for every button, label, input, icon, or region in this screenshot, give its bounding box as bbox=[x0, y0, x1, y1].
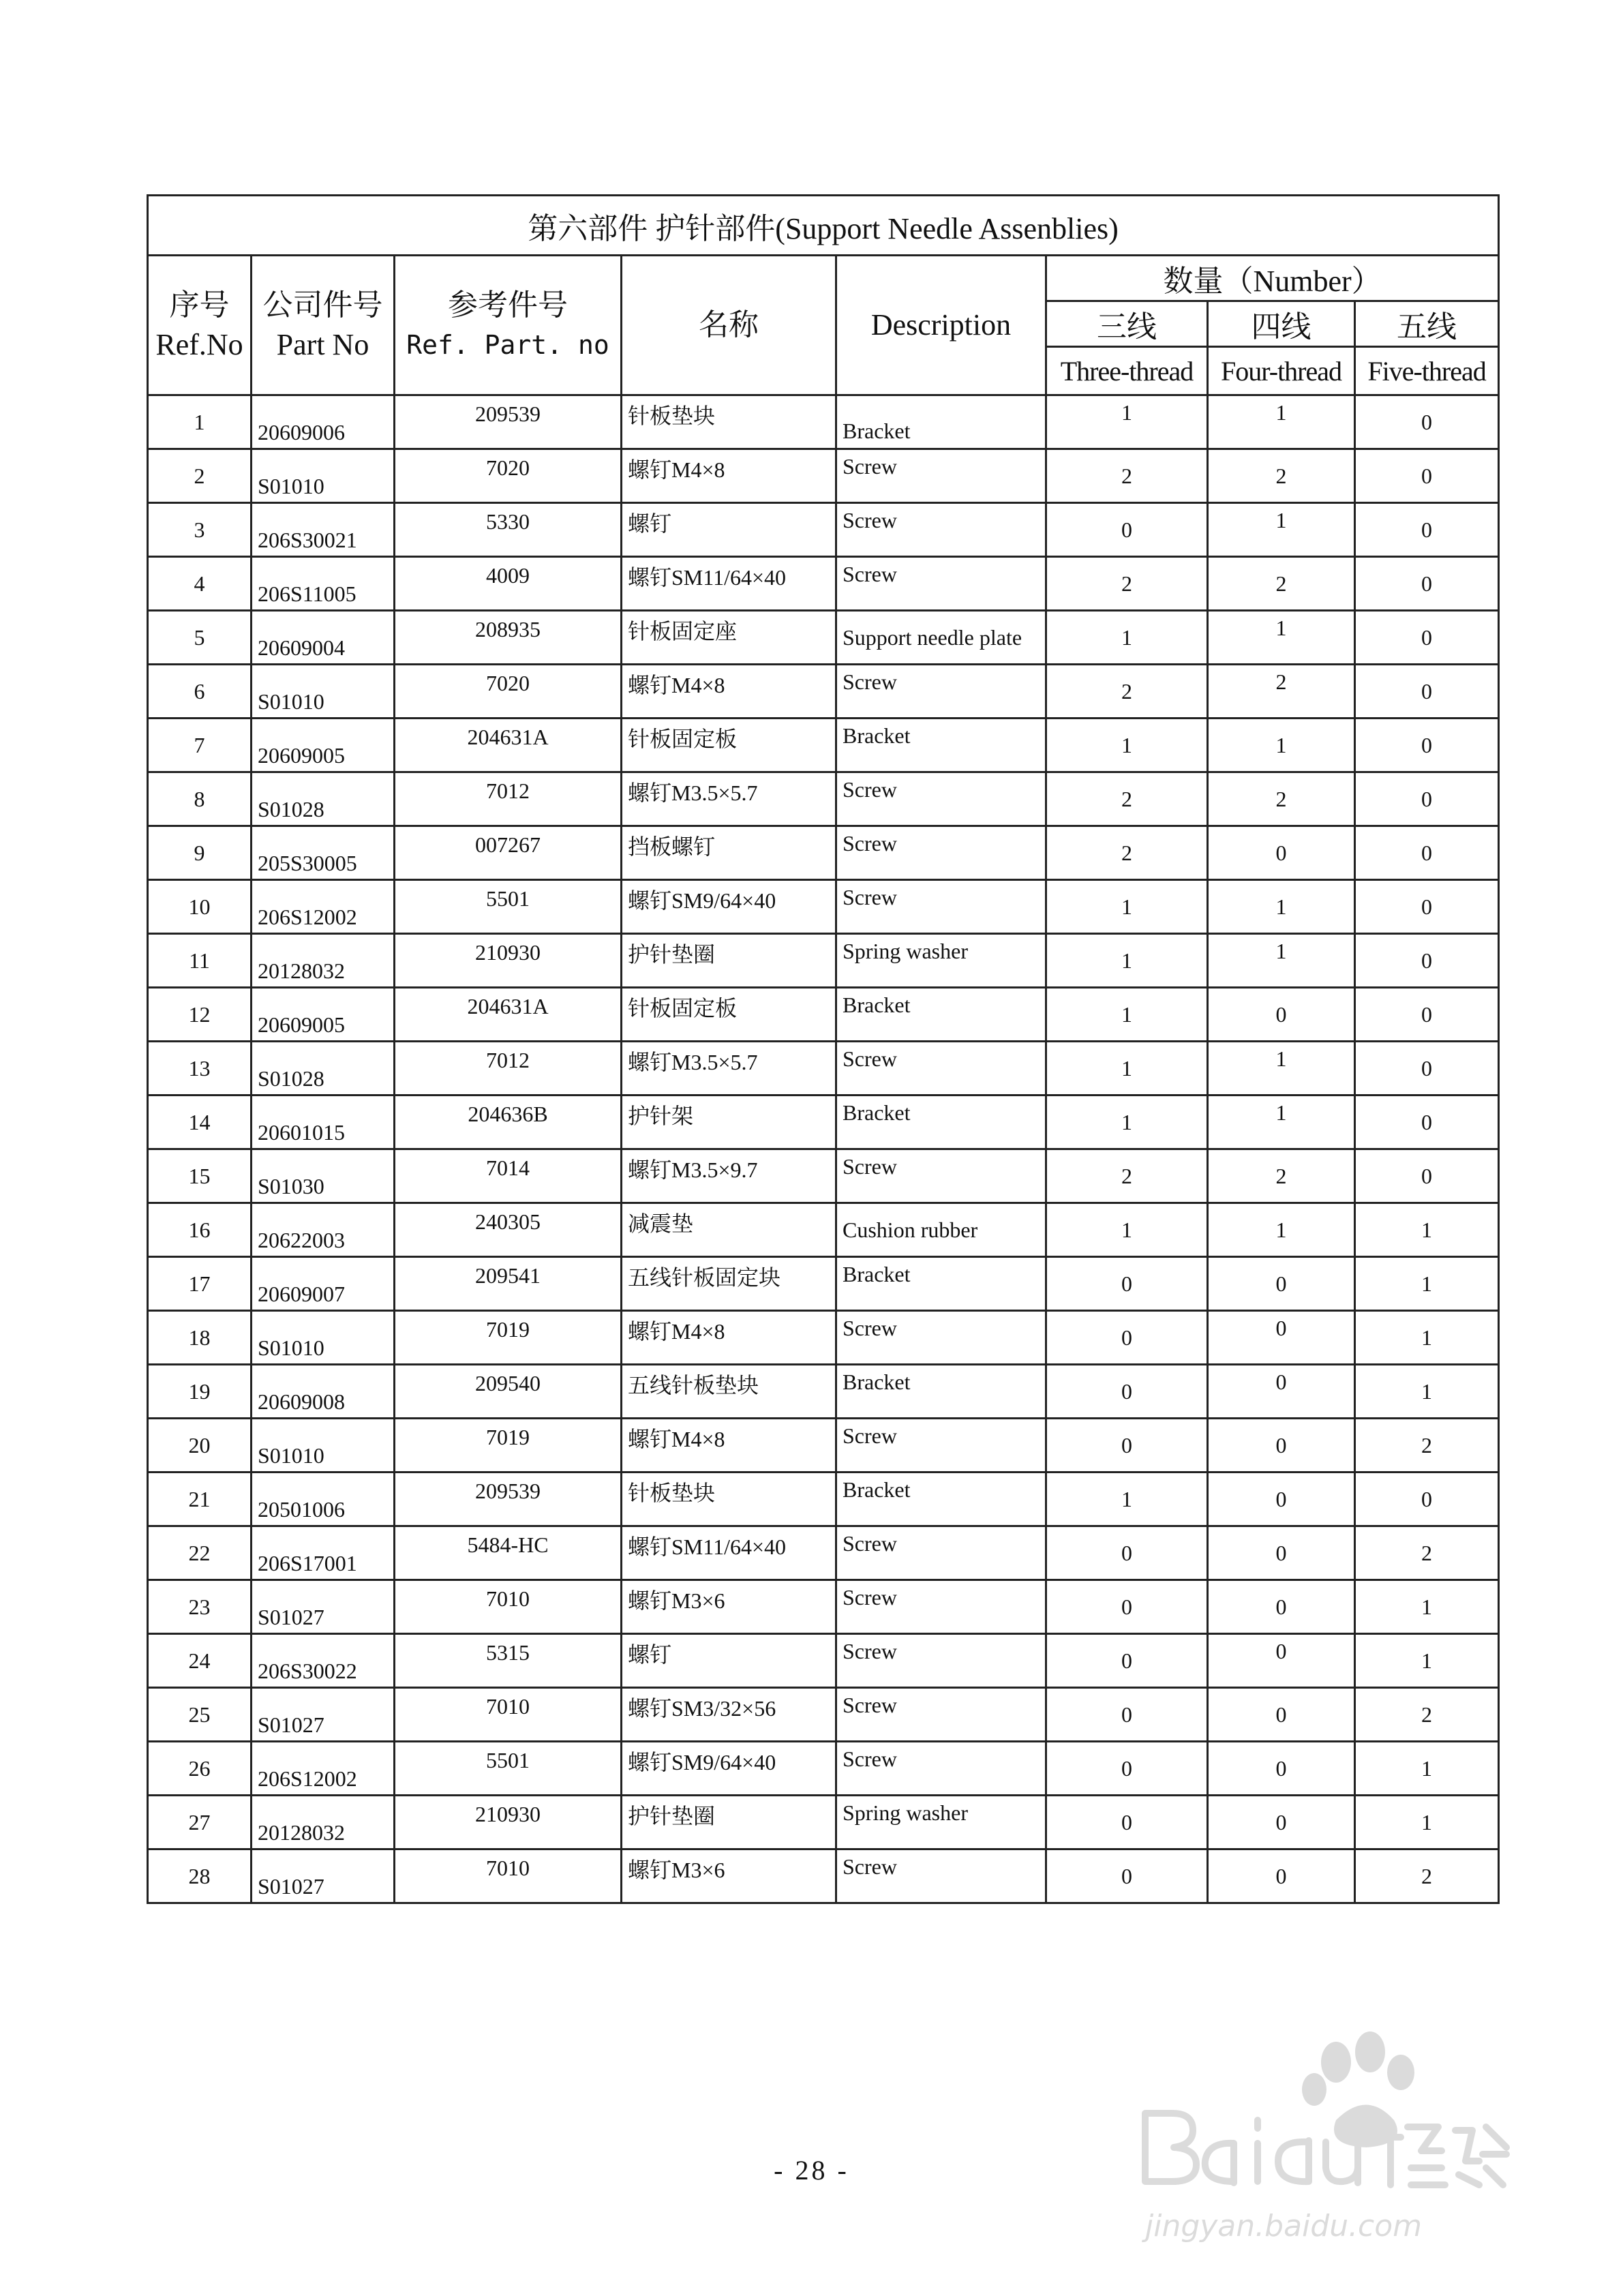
cell-three-thread: 0 bbox=[1046, 1365, 1208, 1419]
table-row bbox=[148, 1634, 1499, 1688]
cell-part-no: 205S30005 bbox=[252, 826, 395, 880]
cell-description: Screw bbox=[836, 772, 1046, 826]
wm-letter-u bbox=[1326, 2142, 1358, 2183]
header-seq bbox=[148, 256, 252, 395]
table-row bbox=[148, 1849, 1499, 1903]
cell-ref-part: 5484-HC bbox=[395, 1526, 622, 1580]
cell-description: Screw bbox=[836, 1634, 1046, 1688]
cell-name: 护针垫圈 bbox=[622, 1796, 836, 1849]
cell-part-no: 20128032 bbox=[252, 1796, 395, 1849]
cell-name: 螺钉SM3/32×56 bbox=[622, 1688, 836, 1742]
parts-table bbox=[147, 194, 1500, 1904]
table-row bbox=[148, 1472, 1499, 1526]
cell-description: Screw bbox=[836, 1311, 1046, 1365]
cell-three-thread: 0 bbox=[1046, 1311, 1208, 1365]
header-ref-en: Ref. Part. no bbox=[406, 330, 609, 360]
cell-four-thread: 0 bbox=[1208, 988, 1355, 1042]
table-row bbox=[148, 826, 1499, 880]
wm-letter-d bbox=[1278, 2141, 1309, 2181]
cell-three-thread: 1 bbox=[1046, 1096, 1208, 1149]
cell-name: 螺钉SM11/64×40 bbox=[622, 557, 836, 611]
header-three-cn: 三线 bbox=[1046, 301, 1208, 347]
cell-ref-part: 5501 bbox=[395, 880, 622, 934]
cell-three-thread: 2 bbox=[1046, 1149, 1208, 1203]
cell-four-thread: 0 bbox=[1208, 1634, 1355, 1688]
cell-ref-part: 7012 bbox=[395, 1042, 622, 1096]
cell-four-thread: 0 bbox=[1208, 1742, 1355, 1796]
cell-description: Screw bbox=[836, 557, 1046, 611]
cell-name: 五线针板固定块 bbox=[622, 1257, 836, 1311]
cell-five-thread: 1 bbox=[1355, 1257, 1499, 1311]
cell-part-no: 20128032 bbox=[252, 934, 395, 988]
cell-description: Bracket bbox=[836, 395, 1046, 449]
table-row bbox=[148, 988, 1499, 1042]
table-row bbox=[148, 1096, 1499, 1149]
cell-five-thread: 0 bbox=[1355, 1096, 1499, 1149]
table-row bbox=[148, 1742, 1499, 1796]
cell-ref-no: 14 bbox=[148, 1096, 252, 1149]
cell-ref-no: 4 bbox=[148, 557, 252, 611]
cell-five-thread: 1 bbox=[1355, 1311, 1499, 1365]
table-row bbox=[148, 449, 1499, 503]
wm-url-text: jingyan.baidu.com bbox=[1145, 2209, 1423, 2244]
cell-five-thread: 2 bbox=[1355, 1688, 1499, 1742]
table-row bbox=[148, 1688, 1499, 1742]
cell-ref-part: 209539 bbox=[395, 1472, 622, 1526]
cell-description: Screw bbox=[836, 1419, 1046, 1472]
table-row bbox=[148, 1526, 1499, 1580]
cell-four-thread: 0 bbox=[1208, 1526, 1355, 1580]
cell-ref-no: 10 bbox=[148, 880, 252, 934]
cell-name: 螺钉M3.5×5.7 bbox=[622, 772, 836, 826]
table-row bbox=[148, 503, 1499, 557]
cell-three-thread: 0 bbox=[1046, 1419, 1208, 1472]
table-row bbox=[148, 1796, 1499, 1849]
cell-four-thread: 1 bbox=[1208, 934, 1355, 988]
cell-description: Screw bbox=[836, 1849, 1046, 1903]
table-row bbox=[148, 1580, 1499, 1634]
cell-ref-part: 204631A bbox=[395, 719, 622, 772]
table-row bbox=[148, 1149, 1499, 1203]
header-description: Description bbox=[836, 256, 1046, 395]
cell-description: Screw bbox=[836, 1526, 1046, 1580]
cell-description: Screw bbox=[836, 1688, 1046, 1742]
cell-description: Bracket bbox=[836, 719, 1046, 772]
cell-part-no: S01027 bbox=[252, 1688, 395, 1742]
cell-five-thread: 0 bbox=[1355, 449, 1499, 503]
cell-ref-no: 21 bbox=[148, 1472, 252, 1526]
cell-ref-no: 9 bbox=[148, 826, 252, 880]
cell-description: Screw bbox=[836, 1742, 1046, 1796]
cell-ref-part: 240305 bbox=[395, 1203, 622, 1257]
cell-ref-no: 2 bbox=[148, 449, 252, 503]
wm-letter-b bbox=[1145, 2113, 1196, 2181]
cell-name: 护针垫圈 bbox=[622, 934, 836, 988]
cell-ref-no: 24 bbox=[148, 1634, 252, 1688]
cell-four-thread: 0 bbox=[1208, 1580, 1355, 1634]
cell-name: 螺钉M3.5×9.7 bbox=[622, 1149, 836, 1203]
cell-description: Cushion rubber bbox=[836, 1203, 1046, 1257]
cell-four-thread: 1 bbox=[1208, 503, 1355, 557]
table-row bbox=[148, 557, 1499, 611]
cell-ref-no: 3 bbox=[148, 503, 252, 557]
cell-ref-part: 5330 bbox=[395, 503, 622, 557]
cell-part-no: S01010 bbox=[252, 1311, 395, 1365]
table-title: 第六部件 护针部件(Support Needle Assenblies) bbox=[148, 196, 1499, 256]
cell-five-thread: 2 bbox=[1355, 1849, 1499, 1903]
cell-ref-no: 5 bbox=[148, 611, 252, 665]
paw-toe-4 bbox=[1302, 2073, 1326, 2106]
cell-description: Screw bbox=[836, 1042, 1046, 1096]
header-four-en: Four-thread bbox=[1208, 347, 1355, 395]
cell-four-thread: 1 bbox=[1208, 611, 1355, 665]
cell-part-no: 20601015 bbox=[252, 1096, 395, 1149]
cell-three-thread: 1 bbox=[1046, 395, 1208, 449]
cell-part-no: 206S12002 bbox=[252, 1742, 395, 1796]
cell-part-no: S01028 bbox=[252, 772, 395, 826]
table-row bbox=[148, 611, 1499, 665]
cell-name: 螺钉M4×8 bbox=[622, 665, 836, 719]
cell-ref-part: 209539 bbox=[395, 395, 622, 449]
cell-ref-no: 22 bbox=[148, 1526, 252, 1580]
cell-name: 螺钉M4×8 bbox=[622, 1311, 836, 1365]
cell-ref-part: 7020 bbox=[395, 449, 622, 503]
cell-ref-part: 4009 bbox=[395, 557, 622, 611]
cell-four-thread: 2 bbox=[1208, 772, 1355, 826]
header-part-en: Part No bbox=[276, 328, 369, 361]
cell-name: 五线针板垫块 bbox=[622, 1365, 836, 1419]
cell-ref-no: 11 bbox=[148, 934, 252, 988]
cell-name: 护针架 bbox=[622, 1096, 836, 1149]
header-name: 名称 bbox=[622, 256, 836, 395]
cell-description: Bracket bbox=[836, 1257, 1046, 1311]
cell-name: 螺钉M3×6 bbox=[622, 1580, 836, 1634]
cell-ref-part: 7010 bbox=[395, 1580, 622, 1634]
cell-ref-no: 27 bbox=[148, 1796, 252, 1849]
cell-part-no: S01010 bbox=[252, 665, 395, 719]
cell-ref-no: 15 bbox=[148, 1149, 252, 1203]
cell-four-thread: 0 bbox=[1208, 1849, 1355, 1903]
cell-ref-part: 208935 bbox=[395, 611, 622, 665]
cell-three-thread: 2 bbox=[1046, 826, 1208, 880]
cell-four-thread: 0 bbox=[1208, 1311, 1355, 1365]
cell-three-thread: 1 bbox=[1046, 611, 1208, 665]
cell-ref-part: 7014 bbox=[395, 1149, 622, 1203]
cell-four-thread: 2 bbox=[1208, 1149, 1355, 1203]
cell-part-no: S01010 bbox=[252, 449, 395, 503]
cell-part-no: 206S17001 bbox=[252, 1526, 395, 1580]
cell-ref-part: 210930 bbox=[395, 934, 622, 988]
cell-ref-part: 7020 bbox=[395, 665, 622, 719]
table-row bbox=[148, 880, 1499, 934]
cell-three-thread: 1 bbox=[1046, 1042, 1208, 1096]
cell-part-no: 20622003 bbox=[252, 1203, 395, 1257]
cell-name: 螺钉SM9/64×40 bbox=[622, 1742, 836, 1796]
cell-ref-part: 7012 bbox=[395, 772, 622, 826]
cell-three-thread: 2 bbox=[1046, 449, 1208, 503]
cell-five-thread: 1 bbox=[1355, 1365, 1499, 1419]
cell-description: Screw bbox=[836, 1149, 1046, 1203]
table-row bbox=[148, 719, 1499, 772]
header-part bbox=[252, 256, 395, 395]
cell-five-thread: 0 bbox=[1355, 557, 1499, 611]
cell-ref-part: 7019 bbox=[395, 1419, 622, 1472]
cell-ref-no: 18 bbox=[148, 1311, 252, 1365]
table-row bbox=[148, 772, 1499, 826]
cell-part-no: 206S30021 bbox=[252, 503, 395, 557]
cell-ref-part: 209540 bbox=[395, 1365, 622, 1419]
cell-name: 螺钉SM11/64×40 bbox=[622, 1526, 836, 1580]
cell-part-no: S01010 bbox=[252, 1419, 395, 1472]
cell-part-no: 20609007 bbox=[252, 1257, 395, 1311]
cell-part-no: S01027 bbox=[252, 1849, 395, 1903]
cell-five-thread: 0 bbox=[1355, 1042, 1499, 1096]
cell-ref-part: 5315 bbox=[395, 1634, 622, 1688]
cell-three-thread: 1 bbox=[1046, 934, 1208, 988]
wm-glyph-jing bbox=[1380, 2127, 1445, 2185]
cell-three-thread: 0 bbox=[1046, 1849, 1208, 1903]
cell-five-thread: 0 bbox=[1355, 880, 1499, 934]
header-five-cn: 五线 bbox=[1355, 301, 1499, 347]
cell-ref-no: 20 bbox=[148, 1419, 252, 1472]
table-row bbox=[148, 1365, 1499, 1419]
cell-ref-part: 204631A bbox=[395, 988, 622, 1042]
cell-four-thread: 2 bbox=[1208, 557, 1355, 611]
cell-five-thread: 0 bbox=[1355, 934, 1499, 988]
cell-five-thread: 2 bbox=[1355, 1526, 1499, 1580]
cell-five-thread: 1 bbox=[1355, 1634, 1499, 1688]
wm-letter-a bbox=[1205, 2143, 1234, 2183]
cell-description: Support needle plate bbox=[836, 611, 1046, 665]
cell-part-no: S01028 bbox=[252, 1042, 395, 1096]
cell-five-thread: 1 bbox=[1355, 1742, 1499, 1796]
cell-description: Spring washer bbox=[836, 934, 1046, 988]
cell-four-thread: 2 bbox=[1208, 665, 1355, 719]
cell-four-thread: 0 bbox=[1208, 1365, 1355, 1419]
page-number: - 28 - bbox=[774, 2155, 849, 2186]
cell-ref-part: 7010 bbox=[395, 1688, 622, 1742]
cell-three-thread: 2 bbox=[1046, 665, 1208, 719]
header-ref bbox=[395, 256, 622, 395]
cell-description: Bracket bbox=[836, 1096, 1046, 1149]
header-four-cn: 四线 bbox=[1208, 301, 1355, 347]
cell-five-thread: 0 bbox=[1355, 988, 1499, 1042]
cell-ref-part: 209541 bbox=[395, 1257, 622, 1311]
cell-five-thread: 1 bbox=[1355, 1203, 1499, 1257]
baidu-jingyan-watermark bbox=[1132, 2025, 1513, 2250]
cell-three-thread: 0 bbox=[1046, 1257, 1208, 1311]
cell-part-no: 20501006 bbox=[252, 1472, 395, 1526]
cell-ref-part: 007267 bbox=[395, 826, 622, 880]
cell-four-thread: 1 bbox=[1208, 1203, 1355, 1257]
cell-three-thread: 1 bbox=[1046, 880, 1208, 934]
cell-three-thread: 0 bbox=[1046, 503, 1208, 557]
cell-description: Bracket bbox=[836, 988, 1046, 1042]
cell-four-thread: 1 bbox=[1208, 395, 1355, 449]
cell-part-no: 20609004 bbox=[252, 611, 395, 665]
cell-five-thread: 0 bbox=[1355, 772, 1499, 826]
table-row bbox=[148, 395, 1499, 449]
cell-description: Screw bbox=[836, 449, 1046, 503]
cell-part-no: 20609006 bbox=[252, 395, 395, 449]
table-row bbox=[148, 1311, 1499, 1365]
cell-five-thread: 1 bbox=[1355, 1796, 1499, 1849]
cell-four-thread: 1 bbox=[1208, 1096, 1355, 1149]
cell-description: Screw bbox=[836, 880, 1046, 934]
cell-part-no: S01027 bbox=[252, 1580, 395, 1634]
cell-four-thread: 1 bbox=[1208, 1042, 1355, 1096]
cell-name: 针板垫块 bbox=[622, 395, 836, 449]
cell-four-thread: 0 bbox=[1208, 826, 1355, 880]
table-row bbox=[148, 1203, 1499, 1257]
cell-four-thread: 1 bbox=[1208, 880, 1355, 934]
cell-five-thread: 0 bbox=[1355, 1149, 1499, 1203]
table-row bbox=[148, 1419, 1499, 1472]
header-quantity: 数量（Number） bbox=[1046, 256, 1499, 301]
paw-toe-3 bbox=[1387, 2055, 1414, 2090]
header-five-en: Five-thread bbox=[1355, 347, 1499, 395]
cell-ref-no: 17 bbox=[148, 1257, 252, 1311]
cell-name: 针板固定板 bbox=[622, 988, 836, 1042]
wm-glyph-yan bbox=[1455, 2127, 1506, 2185]
cell-four-thread: 1 bbox=[1208, 719, 1355, 772]
cell-ref-no: 7 bbox=[148, 719, 252, 772]
cell-part-no: 20609005 bbox=[252, 719, 395, 772]
cell-description: Bracket bbox=[836, 1472, 1046, 1526]
cell-description: Screw bbox=[836, 503, 1046, 557]
cell-description: Bracket bbox=[836, 1365, 1046, 1419]
cell-part-no: 20609008 bbox=[252, 1365, 395, 1419]
table-row bbox=[148, 934, 1499, 988]
cell-three-thread: 0 bbox=[1046, 1580, 1208, 1634]
cell-three-thread: 2 bbox=[1046, 557, 1208, 611]
cell-ref-no: 1 bbox=[148, 395, 252, 449]
cell-name: 减震垫 bbox=[622, 1203, 836, 1257]
cell-name: 螺钉 bbox=[622, 503, 836, 557]
cell-three-thread: 0 bbox=[1046, 1634, 1208, 1688]
cell-description: Screw bbox=[836, 826, 1046, 880]
cell-ref-part: 210930 bbox=[395, 1796, 622, 1849]
cell-part-no: 20609005 bbox=[252, 988, 395, 1042]
cell-four-thread: 2 bbox=[1208, 449, 1355, 503]
cell-name: 螺钉M3.5×5.7 bbox=[622, 1042, 836, 1096]
cell-three-thread: 0 bbox=[1046, 1796, 1208, 1849]
header-seq-cn: 序号 bbox=[169, 288, 230, 322]
cell-part-no: 206S11005 bbox=[252, 557, 395, 611]
cell-name: 针板固定板 bbox=[622, 719, 836, 772]
cell-name: 螺钉 bbox=[622, 1634, 836, 1688]
cell-ref-part: 7010 bbox=[395, 1849, 622, 1903]
cell-five-thread: 0 bbox=[1355, 719, 1499, 772]
cell-ref-no: 19 bbox=[148, 1365, 252, 1419]
cell-name: 螺钉SM9/64×40 bbox=[622, 880, 836, 934]
cell-four-thread: 0 bbox=[1208, 1688, 1355, 1742]
cell-five-thread: 1 bbox=[1355, 1580, 1499, 1634]
cell-name: 螺钉M3×6 bbox=[622, 1849, 836, 1903]
cell-ref-part: 204636B bbox=[395, 1096, 622, 1149]
cell-ref-no: 23 bbox=[148, 1580, 252, 1634]
cell-ref-no: 13 bbox=[148, 1042, 252, 1096]
cell-part-no: 206S12002 bbox=[252, 880, 395, 934]
table-row bbox=[148, 665, 1499, 719]
cell-name: 螺钉M4×8 bbox=[622, 1419, 836, 1472]
cell-three-thread: 0 bbox=[1046, 1742, 1208, 1796]
cell-name: 针板垫块 bbox=[622, 1472, 836, 1526]
table-row bbox=[148, 1257, 1499, 1311]
cell-ref-part: 5501 bbox=[395, 1742, 622, 1796]
cell-four-thread: 0 bbox=[1208, 1257, 1355, 1311]
cell-description: Spring washer bbox=[836, 1796, 1046, 1849]
cell-ref-no: 8 bbox=[148, 772, 252, 826]
cell-four-thread: 0 bbox=[1208, 1419, 1355, 1472]
cell-three-thread: 2 bbox=[1046, 772, 1208, 826]
table-row bbox=[148, 1042, 1499, 1096]
cell-ref-no: 25 bbox=[148, 1688, 252, 1742]
cell-description: Screw bbox=[836, 1580, 1046, 1634]
header-seq-en: Ref.No bbox=[155, 328, 243, 361]
cell-ref-no: 26 bbox=[148, 1742, 252, 1796]
cell-ref-no: 28 bbox=[148, 1849, 252, 1903]
cell-name: 挡板螺钉 bbox=[622, 826, 836, 880]
cell-three-thread: 1 bbox=[1046, 1203, 1208, 1257]
cell-five-thread: 0 bbox=[1355, 611, 1499, 665]
cell-description: Screw bbox=[836, 665, 1046, 719]
cell-five-thread: 0 bbox=[1355, 826, 1499, 880]
cell-five-thread: 0 bbox=[1355, 503, 1499, 557]
cell-part-no: 206S30022 bbox=[252, 1634, 395, 1688]
cell-three-thread: 1 bbox=[1046, 988, 1208, 1042]
cell-four-thread: 0 bbox=[1208, 1796, 1355, 1849]
header-part-cn: 公司件号 bbox=[262, 288, 383, 322]
cell-name: 针板固定座 bbox=[622, 611, 836, 665]
cell-name: 螺钉M4×8 bbox=[622, 449, 836, 503]
cell-three-thread: 1 bbox=[1046, 719, 1208, 772]
cell-five-thread: 0 bbox=[1355, 395, 1499, 449]
cell-ref-no: 12 bbox=[148, 988, 252, 1042]
cell-three-thread: 0 bbox=[1046, 1688, 1208, 1742]
cell-five-thread: 0 bbox=[1355, 665, 1499, 719]
cell-five-thread: 0 bbox=[1355, 1472, 1499, 1526]
cell-three-thread: 1 bbox=[1046, 1472, 1208, 1526]
cell-ref-part: 7019 bbox=[395, 1311, 622, 1365]
cell-five-thread: 2 bbox=[1355, 1419, 1499, 1472]
cell-ref-no: 16 bbox=[148, 1203, 252, 1257]
cell-three-thread: 0 bbox=[1046, 1526, 1208, 1580]
cell-four-thread: 0 bbox=[1208, 1472, 1355, 1526]
paw-toe-2 bbox=[1355, 2031, 1385, 2072]
paw-toe-1 bbox=[1321, 2042, 1351, 2083]
header-three-en: Three-thread bbox=[1046, 347, 1208, 395]
header-ref-cn: 参考件号 bbox=[448, 288, 568, 322]
cell-ref-no: 6 bbox=[148, 665, 252, 719]
cell-part-no: S01030 bbox=[252, 1149, 395, 1203]
